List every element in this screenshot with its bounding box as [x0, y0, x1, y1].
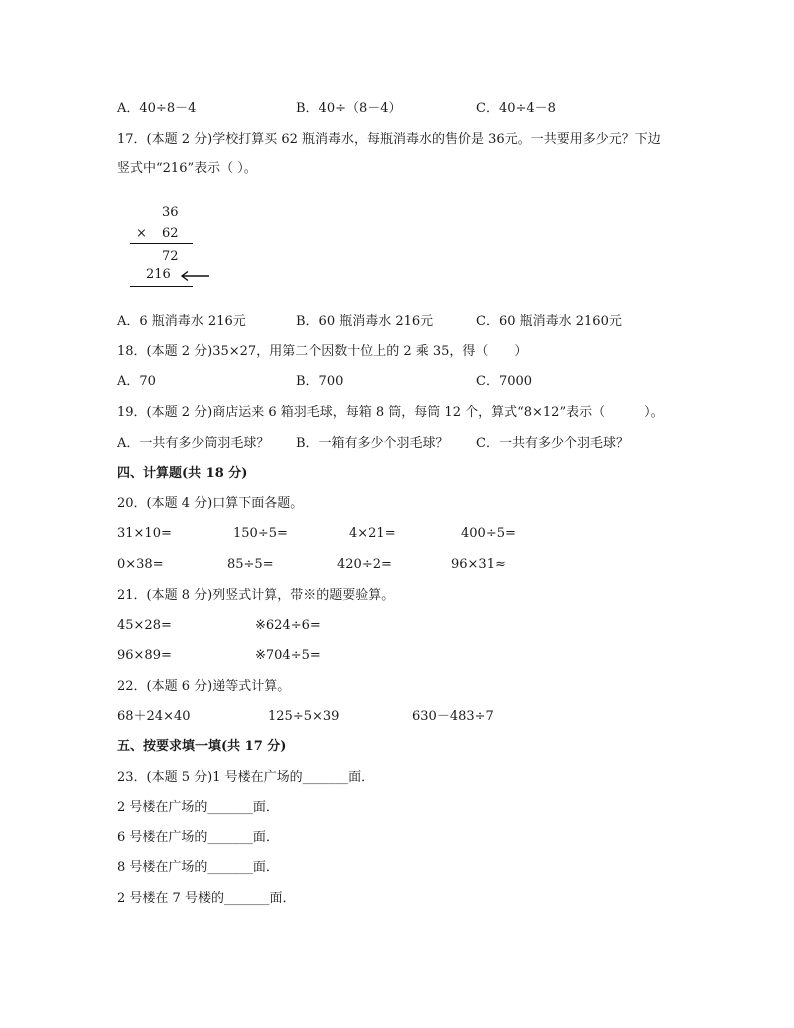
q23-line: 8 号楼在广场的_______面．	[117, 860, 279, 875]
q20-item: 85÷5=	[227, 557, 274, 572]
q22-item: 630－483÷7	[412, 709, 494, 724]
q16-option-a: A．40÷8－4	[117, 101, 197, 116]
q17-option-c: C．60 瓶消毒水 2160元	[476, 314, 622, 329]
q20-item: 31×10=	[117, 526, 172, 541]
q19-option-b: B．一箱有多少个羽毛球？	[296, 436, 449, 451]
left-arrow-icon	[179, 270, 211, 282]
vertical-rule-1	[130, 243, 193, 244]
q17-text-line2: 竖式中“216”表示（ ）。	[117, 161, 257, 176]
q23-line: 2 号楼在 7 号楼的_______面．	[117, 891, 296, 906]
q20-item: 400÷5=	[461, 526, 516, 541]
q16-option-b: B．40÷（8－4）	[296, 101, 402, 116]
q21-item: ※624÷6=	[255, 618, 321, 633]
vertical-rule-2	[130, 286, 193, 287]
q18-option-c: C．7000	[476, 374, 533, 389]
q18-text: 18．(本题 2 分)35×27，用第二个因数十位上的 2 乘 35，得（ ）	[117, 344, 528, 359]
q18-option-a: A．70	[117, 374, 156, 389]
q19-text: 19．(本题 2 分)商店运来 6 箱羽毛球，每箱 8 筒，每筒 12 个，算式“8×12”表示（ ）。	[117, 405, 664, 420]
q22-item: 125÷5×39	[268, 709, 340, 724]
q17-option-b: B．60 瓶消毒水 216元	[296, 314, 434, 329]
q18-option-b: B．700	[296, 374, 344, 389]
q20-text: 20．(本题 4 分)口算下面各题。	[117, 496, 304, 511]
section-5-title: 五、按要求填一填(共 17 分)	[117, 739, 287, 754]
q23-line: 6 号楼在广场的_______面．	[117, 830, 279, 845]
vertical-row-36: 36	[162, 205, 179, 220]
q19-option-c: C．一共有多少个羽毛球？	[476, 436, 629, 451]
q21-item: ※704÷5=	[255, 648, 321, 663]
q22-item: 68＋24×40	[117, 709, 191, 724]
section-4-title: 四、计算题(共 18 分)	[117, 466, 248, 481]
q17-option-a: A．6 瓶消毒水 216元	[117, 314, 246, 329]
q20-item: 4×21=	[349, 526, 396, 541]
q21-text: 21．(本题 8 分)列竖式计算，带※的题要验算。	[117, 588, 395, 603]
q22-text: 22．(本题 6 分)递等式计算。	[117, 679, 291, 694]
vertical-row-62: 62	[162, 226, 179, 241]
q20-item: 0×38=	[117, 557, 164, 572]
vertical-row-72: 72	[162, 249, 179, 264]
q21-item: 96×89=	[117, 648, 172, 663]
vertical-times-sign: ×	[136, 226, 147, 241]
q19-option-a: A．一共有多少筒羽毛球？	[117, 436, 270, 451]
vertical-row-216: 216	[146, 267, 171, 282]
q16-option-c: C．40÷4－8	[476, 101, 556, 116]
q20-item: 420÷2=	[337, 557, 392, 572]
q17-text-line1: 17．(本题 2 分)学校打算买 62 瓶消毒水，每瓶消毒水的售价是 36元。一共要用多少元？下边	[117, 132, 661, 147]
q23-line: 23．(本题 5 分)1 号楼在广场的_______面．	[117, 770, 375, 785]
q21-item: 45×28=	[117, 618, 172, 633]
q20-item: 150÷5=	[233, 526, 288, 541]
q23-line: 2 号楼在广场的_______面．	[117, 800, 279, 815]
q20-item: 96×31≈	[451, 557, 506, 572]
